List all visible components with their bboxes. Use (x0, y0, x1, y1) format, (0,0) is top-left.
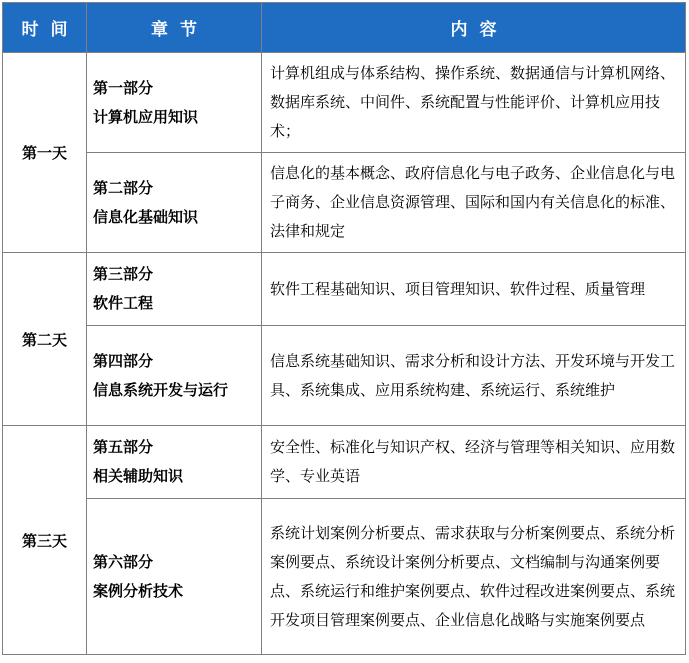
chapter-part: 第一部分 (93, 78, 154, 97)
table-row (3, 153, 686, 253)
table-row (3, 253, 686, 326)
chapter-title: 案例分析技术 (93, 581, 184, 600)
content-cell: 系统计划案例分析要点、需求获取与分析案例要点、系统分析案例要点、系统设计案例分析要点、文档编制与沟通案例要点、系统运行和维护案例要点、软件过程改进案例要点、系统开发项目管理案例要点、企业信息化战略与实施案例要点 (262, 499, 686, 655)
day-cell: 第一天 (3, 53, 87, 253)
table-row (3, 499, 686, 655)
content-cell: 信息系统基础知识、需求分析和设计方法、开发环境与开发工具、系统集成、应用系统构建、系统运行、系统维护 (262, 326, 686, 426)
table-header (3, 3, 686, 53)
table-row (3, 326, 686, 426)
content-cell: 软件工程基础知识、项目管理知识、软件过程、质量管理 (262, 253, 686, 326)
day-cell: 第三天 (3, 426, 87, 655)
chapter-part: 第四部分 (93, 351, 154, 370)
chapter-cell (87, 499, 262, 655)
chapter-part: 第二部分 (93, 178, 154, 197)
content-cell: 安全性、标准化与知识产权、经济与管理等相关知识、应用数学、专业英语 (262, 426, 686, 499)
chapter-title: 计算机应用知识 (93, 107, 199, 126)
schedule-table (2, 2, 686, 655)
chapter-title: 相关辅助知识 (93, 467, 184, 485)
chapter-cell (87, 53, 262, 153)
content-cell: 信息化的基本概念、政府信息化与电子政务、企业信息化与电子商务、企业信息资源管理、国际和国内有关信息化的标准、法律和规定 (262, 153, 686, 253)
table-row (3, 53, 686, 153)
chapter-title: 信息化基础知识 (93, 207, 199, 226)
day-cell: 第二天 (3, 253, 87, 426)
header-time: 时间 (3, 3, 87, 53)
chapter-part: 第三部分 (93, 265, 154, 283)
chapter-title: 软件工程 (93, 294, 154, 312)
chapter-cell (87, 253, 262, 326)
table-body (3, 53, 686, 655)
chapter-cell (87, 326, 262, 426)
chapter-cell (87, 153, 262, 253)
header-row (3, 3, 686, 53)
header-chapter: 章节 (87, 3, 262, 53)
chapter-part: 第五部分 (93, 438, 154, 456)
chapter-part: 第六部分 (93, 552, 154, 571)
chapter-title: 信息系统开发与运行 (93, 380, 229, 399)
content-cell: 计算机组成与体系结构、操作系统、数据通信与计算机网络、数据库系统、中间件、系统配置与性能评价、计算机应用技术； (262, 53, 686, 153)
chapter-cell (87, 426, 262, 499)
table-row (3, 426, 686, 499)
header-content: 内容 (262, 3, 686, 53)
